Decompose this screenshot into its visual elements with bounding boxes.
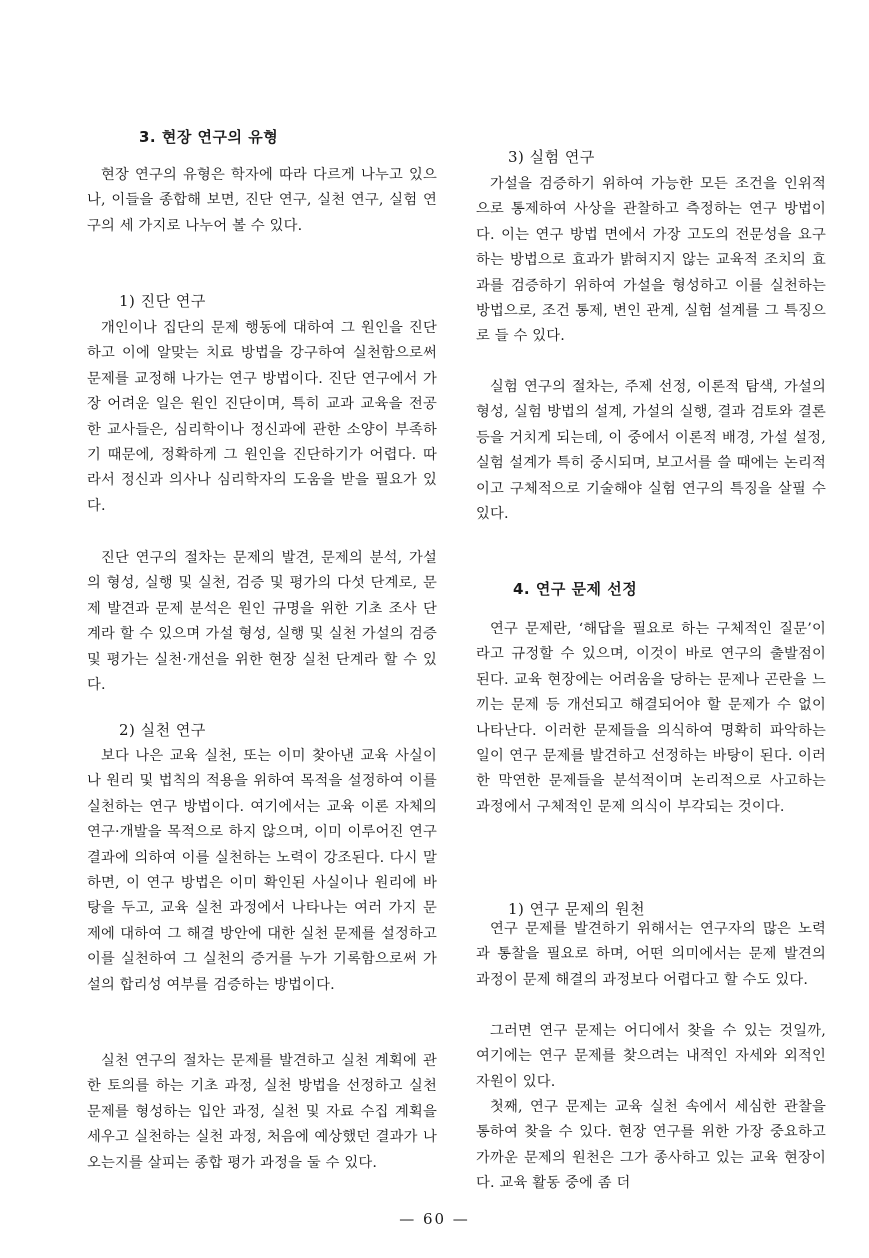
section-heading-problem-selection: 4. 연구 문제 선정 xyxy=(513,580,638,598)
diagnostic-paragraph-1: 개인이나 집단의 문제 행동에 대하여 그 원인을 진단하고 이에 알맞는 치료 방법을 강구하여 실천함으로써 문제를 교정해 나가는 연구 방법이다. 진단 연구에서 가장 어려운 일은 원인 진단이며, 특히 교과 교육을 전공한 교사들은, 심리학이나 정신과에 관한 소양이 부족하기 때문에, 정확하게 그 원인을 진단하기가 어렵다. 따라서 정신과 의사나 심리학자의 도움을 받을 필요가 있다. xyxy=(87,320,437,514)
intro-paragraph: 현장 연구의 유형은 학자에 따라 다르게 나누고 있으나, 이들을 종합해 보면, 진단 연구, 실천 연구, 실험 연구의 세 가지로 나누어 볼 수 있다. xyxy=(87,167,437,234)
subheading-practice-research: 2) 실천 연구 xyxy=(119,721,206,739)
section-heading-types: 3. 현장 연구의 유형 xyxy=(139,128,279,146)
sources-paragraph-2: 그러면 연구 문제는 어디에서 찾을 수 있는 것일까, 여기에는 연구 문제를 찾으려는 내적인 자세와 외적인 자원이 있다. xyxy=(476,1023,826,1090)
diagnostic-paragraph-2: 진단 연구의 절차는 문제의 발견, 문제의 분석, 가설의 형성, 실행 및 실천, 검증 및 평가의 다섯 단계로, 문제 발견과 문제 분석은 원인 규명을 위한 기초 조사 단계라 할 수 있으며 가설 형성, 실행 및 실천 가설의 검증 및 평가는 실천·개선을 위한 현장 실천 단계라 할 수 있다. xyxy=(87,550,437,694)
problem-selection-paragraph: 연구 문제란, ‘해답을 필요로 하는 구체적인 질문’이라고 규정할 수 있으며, 이것이 바로 연구의 출발점이 된다. 교육 현장에는 어려움을 당하는 문제나 곤란을 느끼는 문제 등 개선되고 해결되어야 할 문제가 수 없이 나타난다. 이러한 문제들을 의식하여 명확히 파악하는 일이 연구 문제를 발견하고 선정하는 바탕이 된다. 이러한 막연한 문제들을 분석적이며 논리적으로 사고하는 과정에서 구체적인 문제 의식이 부각되는 것이다. xyxy=(476,621,826,815)
practice-paragraph-1: 보다 나은 교육 실천, 또는 이미 찾아낸 교육 사실이나 원리 및 법칙의 적용을 위하여 목적을 설정하여 이를 실천하는 연구 방법이다. 여기에서는 교육 이론 자체의 연구·개발을 목적으로 하지 않으며, 이미 이루어진 연구 결과에 의하여 이를 실천하는 노력이 강조된다. 다시 말하면, 이 연구 방법은 이미 확인된 사실이나 원리에 바탕을 두고, 교육 실천 과정에서 나타나는 여러 가지 문제에 대하여 그 해결 방안에 대한 실천 문제를 설정하고 이를 실천하여 그 실천의 증거를 누가 기록함으로써 가설의 합리성 여부를 검증하는 방법이다. xyxy=(87,748,437,993)
subheading-problem-sources: 1) 연구 문제의 원천 xyxy=(508,900,646,918)
sources-paragraph-3: 첫째, 연구 문제는 교육 실천 속에서 세심한 관찰을 통하여 찾을 수 있다. 현장 연구를 위한 가장 중요하고 가까운 문제의 원천은 그가 종사하고 있는 교육 현장이다. 교육 활동 중에 좀 더 xyxy=(476,1099,826,1192)
subheading-experimental-research: 3) 실험 연구 xyxy=(508,148,595,166)
experimental-paragraph-1: 가설을 검증하기 위하여 가능한 모든 조건을 인위적으로 통제하여 사상을 관찰하고 측정하는 연구 방법이다. 이는 연구 방법 면에서 가장 고도의 전문성을 요구하는 방법으로 효과가 밝혀지지 않는 교육적 조치의 효과를 검증하기 위하여 가설을 형성하고 이를 실천하는 방법으로, 조건 통제, 변인 관계, 실험 설계를 그 특징으로 들 수 있다. xyxy=(476,176,826,345)
subheading-diagnostic-research: 1) 진단 연구 xyxy=(119,292,206,310)
sources-paragraph-1: 연구 문제를 발견하기 위해서는 연구자의 많은 노력과 통찰을 필요로 하며, 어떤 의미에서는 문제 발견의 과정이 문제 해결의 과정보다 어렵다고 할 수도 있다. xyxy=(476,921,826,988)
practice-paragraph-2: 실천 연구의 절차는 문제를 발견하고 실천 계획에 관한 토의를 하는 기초 과정, 실천 방법을 선정하고 실천 문제를 형성하는 입안 과정, 실천 및 자료 수집 계획을 세우고 실천하는 실천 과정, 처음에 예상했던 결과가 나오는지를 살피는 종합 평가 과정을 둘 수 있다. xyxy=(87,1053,437,1171)
page-number: — 60 — xyxy=(399,1210,470,1228)
experimental-paragraph-2: 실험 연구의 절차는, 주제 선정, 이론적 탐색, 가설의 형성, 실험 방법의 설계, 가설의 실행, 결과 검토와 결론 등을 거치게 되는데, 이 중에서 이론적 배경, 가설 설정, 실험 설계가 특히 중시되며, 보고서를 쓸 때에는 논리적이고 구체적으로 기술해야 실험 연구의 특징을 살필 수 있다. xyxy=(476,379,826,523)
